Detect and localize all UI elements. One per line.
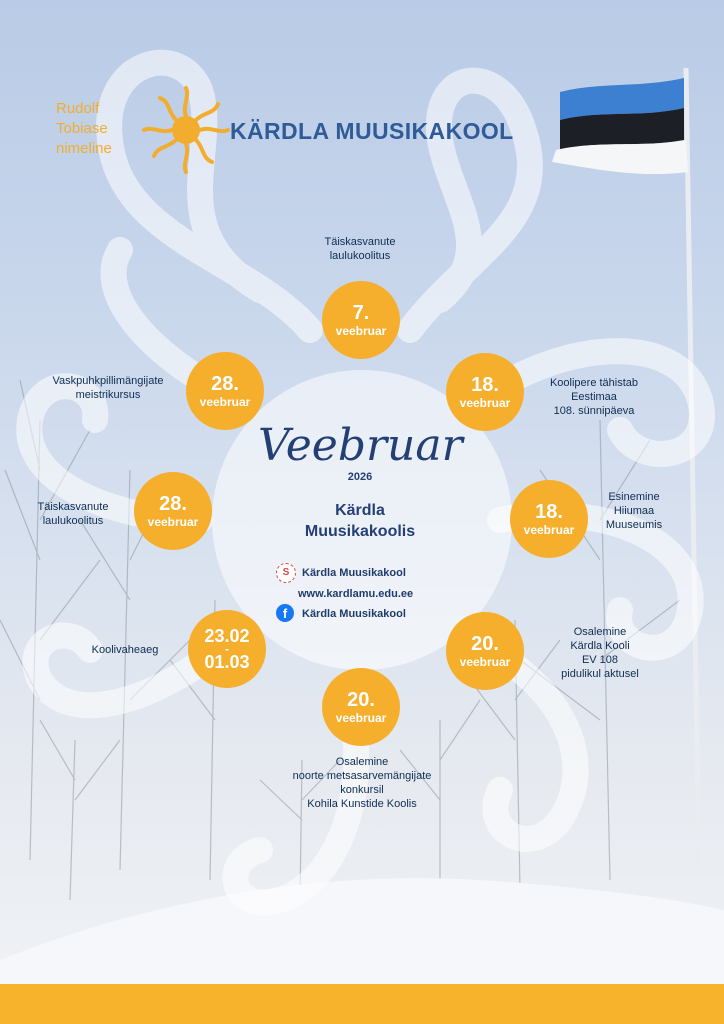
event-day: 18. <box>471 373 499 396</box>
center-title <box>270 500 450 542</box>
event-day: 20. <box>471 632 499 655</box>
event-circle-20-feb-a <box>446 612 524 690</box>
event-label-line: Täiskasvanute <box>324 236 396 248</box>
event-day: 28. <box>211 372 239 395</box>
logo-line: Rudolf <box>56 100 100 117</box>
event-month: veebruar <box>335 323 387 338</box>
event-label-line: Osalemine <box>335 756 389 768</box>
event-month: veebruar <box>459 654 511 669</box>
contact-facebook[interactable]: Kärdla Muusikakool <box>302 608 406 620</box>
event-circle-18-feb-b <box>510 480 588 558</box>
event-label-18-feb-b <box>594 490 674 532</box>
contact-website[interactable]: www.kardlamu.edu.ee <box>298 588 414 600</box>
flagpole <box>686 68 699 870</box>
event-label-line: laulukoolitus <box>329 250 391 262</box>
event-label-line: EV 108 <box>581 654 619 666</box>
event-day: 18. <box>535 500 563 523</box>
event-label-line: Vaskpuhkpillimängijate <box>52 375 164 387</box>
logo-line: nimeline <box>56 140 112 157</box>
logo-line: Tobiase <box>56 120 108 137</box>
event-label-line: meistrikursus <box>75 389 141 401</box>
bottom-accent-bar <box>0 984 724 1024</box>
school-app-icon: S <box>276 563 296 583</box>
event-day: 20. <box>347 688 375 711</box>
event-label-line: Eestimaa <box>571 391 617 403</box>
event-circle-20-feb-b <box>322 668 400 746</box>
event-range-end: 01.03 <box>204 652 250 672</box>
event-month: veebruar <box>147 514 199 529</box>
event-month: veebruar <box>335 710 387 725</box>
event-label-line: Täiskasvanute <box>37 501 109 513</box>
event-label-line: laulukoolitus <box>42 515 104 527</box>
event-circle-7-feb <box>322 281 400 359</box>
facebook-icon: f <box>276 604 294 622</box>
event-month: veebruar <box>199 394 251 409</box>
event-day: 28. <box>159 492 187 515</box>
event-label-18-feb-a <box>534 376 654 418</box>
event-month: veebruar <box>459 395 511 410</box>
event-month: veebruar <box>523 522 575 537</box>
month-title: Veebruar <box>258 420 463 471</box>
event-label-line: Muuseumis <box>605 519 663 531</box>
event-label-line: Hiiumaa <box>613 505 655 517</box>
event-label-line: konkursil <box>340 784 384 796</box>
event-label-line: Koolipere tähistab <box>549 377 639 389</box>
event-circle-28-feb-b <box>186 352 264 430</box>
year-title: 2026 <box>347 471 373 483</box>
event-label-28-feb-a <box>18 500 128 528</box>
event-circle-vacation <box>188 610 266 688</box>
event-day: 7. <box>352 301 370 324</box>
event-label-line: Kärdla Kooli <box>570 640 630 652</box>
school-name-logo: KÄRDLA MUUSIKAKOOL <box>230 118 514 144</box>
event-label-line: pidulikul aktusel <box>561 668 639 680</box>
event-label-vacation <box>70 643 180 657</box>
event-label-28-feb-b <box>28 374 188 402</box>
logo-school-subtitle <box>56 99 112 159</box>
event-range-separator: - <box>225 642 229 656</box>
center-title-line: Muusikakoolis <box>304 523 416 540</box>
event-circle-28-feb-a <box>134 472 212 550</box>
contact-school-name: Kärdla Muusikakool <box>302 567 406 579</box>
sun-logo-icon <box>138 82 234 178</box>
event-label-line: noorte metsasarvemängijate <box>292 770 432 782</box>
event-label-line: Koolivaheaeg <box>91 644 159 656</box>
event-label-line: 108. sünnipäeva <box>553 405 635 417</box>
event-label-line: Osalemine <box>573 626 627 638</box>
event-label-20-feb-a <box>540 625 660 681</box>
event-range-start: 23.02 <box>204 626 250 646</box>
event-label-line: Esinemine <box>608 491 660 503</box>
event-label-20-feb-b <box>262 755 462 811</box>
event-label-line: Kohila Kunstide Koolis <box>307 798 417 810</box>
event-label-7-feb <box>300 235 420 263</box>
center-title-line: Kärdla <box>335 502 385 519</box>
